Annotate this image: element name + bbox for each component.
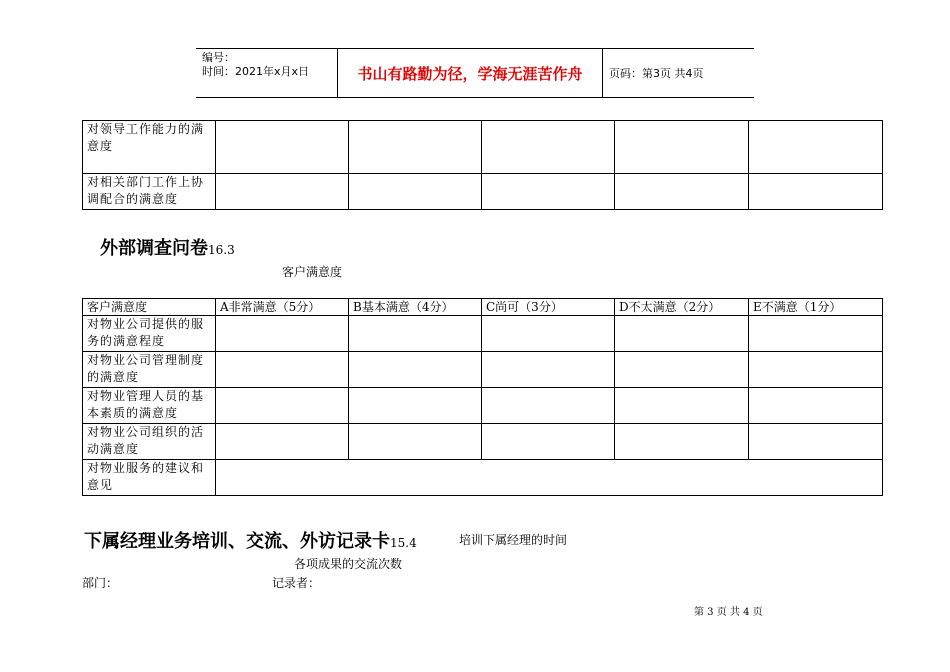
rating-cell[interactable] bbox=[749, 316, 883, 352]
rating-cell[interactable] bbox=[615, 352, 749, 388]
rating-cell[interactable] bbox=[216, 174, 349, 210]
table-header-row bbox=[83, 299, 883, 316]
department-label: 部门： bbox=[82, 576, 119, 590]
rating-cell[interactable] bbox=[615, 316, 749, 352]
column-header: A非常满意（5分） bbox=[216, 299, 349, 316]
rating-cell[interactable] bbox=[482, 388, 615, 424]
row-label: 对领导工作能力的满意度 bbox=[83, 121, 216, 174]
table-row bbox=[83, 174, 883, 210]
column-header: 客户满意度 bbox=[83, 299, 216, 316]
rating-cell[interactable] bbox=[216, 316, 349, 352]
time-label: 时间：2021年x月x日 bbox=[202, 65, 310, 78]
section-number: 15.4 bbox=[390, 536, 417, 550]
section-title-text: 外部调查问卷 bbox=[100, 238, 208, 259]
rating-cell[interactable] bbox=[349, 121, 482, 174]
rating-cell[interactable] bbox=[615, 388, 749, 424]
number-label: 编号： bbox=[202, 51, 235, 64]
column-header: D不太满意（2分） bbox=[615, 299, 749, 316]
rating-cell[interactable] bbox=[749, 424, 883, 460]
rating-cell[interactable] bbox=[482, 174, 615, 210]
rating-cell[interactable] bbox=[216, 424, 349, 460]
rating-cell[interactable] bbox=[749, 174, 883, 210]
section-number: 16.3 bbox=[208, 243, 235, 257]
rating-cell[interactable] bbox=[349, 316, 482, 352]
rating-cell[interactable] bbox=[749, 352, 883, 388]
rating-cell[interactable] bbox=[615, 174, 749, 210]
row-label: 对物业公司组织的活动满意度 bbox=[83, 424, 216, 460]
table-row bbox=[83, 352, 883, 388]
row-label: 对物业管理人员的基本素质的满意度 bbox=[83, 388, 216, 424]
rating-cell[interactable] bbox=[482, 316, 615, 352]
rating-cell[interactable] bbox=[216, 121, 349, 174]
table-row bbox=[83, 388, 883, 424]
row-label: 对物业服务的建议和意见 bbox=[83, 460, 216, 496]
rating-cell[interactable] bbox=[749, 121, 883, 174]
table-row bbox=[83, 121, 883, 174]
rating-cell[interactable] bbox=[349, 424, 482, 460]
column-header: E不满意（1分） bbox=[749, 299, 883, 316]
header-motto: 书山有路勤为径，学海无涯苦作舟 bbox=[338, 49, 603, 97]
row-label: 对相关部门工作上协调配合的满意度 bbox=[83, 174, 216, 210]
header-meta bbox=[196, 49, 338, 97]
rating-cell[interactable] bbox=[216, 388, 349, 424]
row-label: 对物业公司管理制度的满意度 bbox=[83, 352, 216, 388]
rating-cell[interactable] bbox=[216, 352, 349, 388]
table-row bbox=[83, 316, 883, 352]
rating-cell[interactable] bbox=[482, 121, 615, 174]
rating-cell[interactable] bbox=[482, 352, 615, 388]
customer-satisfaction-table bbox=[82, 298, 883, 496]
rating-cell[interactable] bbox=[749, 388, 883, 424]
rating-cell[interactable] bbox=[349, 174, 482, 210]
section-subtitle: 客户满意度 bbox=[282, 265, 343, 279]
training-subtitle: 各项成果的交流次数 bbox=[294, 557, 403, 571]
table-row bbox=[83, 424, 883, 460]
rating-cell[interactable] bbox=[615, 424, 749, 460]
section-title-training bbox=[84, 527, 417, 553]
rating-cell[interactable] bbox=[615, 121, 749, 174]
rating-cell[interactable] bbox=[349, 352, 482, 388]
training-time-note: 培训下属经理的时间 bbox=[459, 533, 568, 547]
column-header: B基本满意（4分） bbox=[349, 299, 482, 316]
page-footer: 第 3 页 共 4 页 bbox=[694, 607, 763, 618]
rating-cell[interactable] bbox=[482, 424, 615, 460]
header-page-code: 页码：第3页 共4页 bbox=[609, 67, 704, 80]
section-title-external bbox=[100, 234, 235, 260]
page-header bbox=[196, 48, 754, 98]
section-title-text: 下属经理业务培训、交流、外访记录卡 bbox=[84, 531, 390, 552]
row-label: 对物业公司提供的服务的满意程度 bbox=[83, 316, 216, 352]
suggestion-cell[interactable] bbox=[216, 460, 883, 496]
rating-cell[interactable] bbox=[349, 388, 482, 424]
table-row bbox=[83, 460, 883, 496]
column-header: C尚可（3分） bbox=[482, 299, 615, 316]
recorder-label: 记录者： bbox=[272, 576, 321, 590]
internal-satisfaction-table bbox=[82, 120, 883, 210]
